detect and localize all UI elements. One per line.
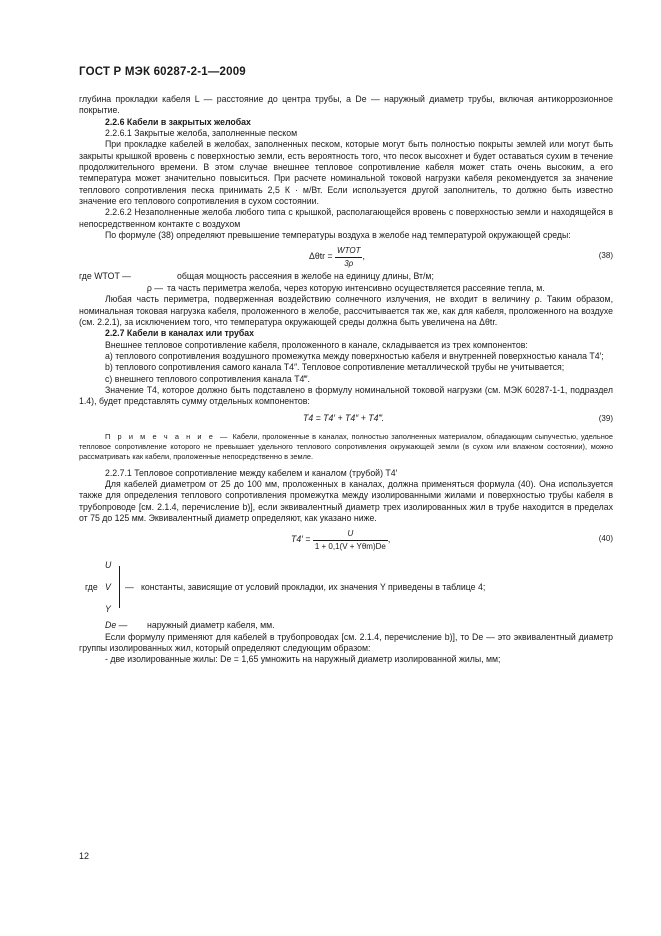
paragraph-t4: Значение T4, которое должно быть подставлено в формулу номинальной токовой нагрузки (см. МЭК 60287-1-1, подраздел 1.4), будет представлять сумму отдельных компонентов: [79, 384, 613, 407]
const-where: где [85, 582, 98, 593]
paragraph-2-2-7: Внешнее тепловое сопротивление кабеля, проложенного в канале, складывается из трех компонентов: [105, 339, 528, 350]
note-label: П р и м е ч а н и е — [105, 431, 230, 441]
paragraph-perimeter: Любая часть периметра, подверженная воздействию солнечного излучения, не входит в величину ρ. Таким образом, номинальная токовая нагрузка кабеля, проложенного в желобе, рассчитывается так же, как для кабеля, проложенного на воздухе (см. 2.2.1), за исключением того, что температура окружающей среды должна быть увеличена на Δθtr. [79, 294, 613, 327]
equation-38 [79, 243, 613, 269]
equation-40-tail: , [387, 534, 391, 545]
equation-39-label: (39) [598, 413, 613, 423]
equation-40-numerator: U [313, 528, 388, 540]
where-item-wtot [79, 271, 613, 282]
const-text: константы, зависящие от условий прокладки, их значения Y приведены в таблице 4; [141, 582, 486, 593]
where-text-de: наружный диаметр кабеля, мм. [147, 620, 275, 631]
const-u: U [105, 560, 112, 571]
equation-40-denominator: 1 + 0,1(V + Yθm)De [314, 541, 386, 551]
where-symbol-de: De — [105, 620, 128, 631]
where-item-de [79, 620, 613, 631]
equation-38-label: (38) [598, 251, 613, 261]
note [79, 432, 613, 462]
equation-38-lhs: Δθtr = [309, 251, 333, 262]
list-item-b: b) теплового сопротивления самого канала T4″. Тепловое сопротивление металлической трубы не учитывается; [105, 362, 565, 373]
heading-2-2-6: 2.2.6 Кабели в закрытых желобах [105, 116, 251, 127]
equation-40 [79, 526, 613, 556]
where-text-rho: та часть периметра желоба, через которую интенсивно осуществляется рассеяние тепла, м. [167, 282, 545, 293]
heading-2-2-6-1: 2.2.6.1 Закрытые желоба, заполненные песком [105, 128, 298, 139]
where-text-wtot: общая мощность рассеяния в желобе на единицу длины, Вт/м; [177, 271, 434, 282]
note-text: Кабели, проложенные в каналах, полностью заполненных материалом, обладающим сыпучестью, удельное тепловое сопротивление которого не превышает удельного теплового сопротивления окружающей земли (в сухом или влажном состоянии), можно рассматривать как кабели, проложенные непосредственно в земле. [79, 431, 613, 461]
equation-39 [79, 410, 613, 430]
equation-40-lhs: T4′ = [291, 534, 311, 545]
heading-2-2-6-2: 2.2.6.2 Незаполненные желоба любого типа с крышкой, располагающейся вровень с поверхностью земли и находящейся в непосредственном контакте с воздухом [79, 207, 613, 229]
equation-40-label: (40) [598, 534, 613, 544]
equation-38-numerator: WTOT [335, 245, 362, 257]
constants-block [79, 560, 613, 616]
const-y: Y [105, 604, 111, 615]
equation-39-expression: T4 = T4′ + T4″ + T4‴. [303, 412, 385, 423]
where-symbol-rho: ρ — [146, 282, 163, 293]
paragraph-sand-troughs: При прокладке кабелей в желобах, заполненных песком, которые могут быть полностью покрыты землей или могут быть закрыты крышкой вровень с поверхностью земли, есть вероятность того, что песок высохнет и будет оставаться сухим в течение продолжительного времени. В этом случае внешнее тепловое сопротивление кабеля может стать очень высоким, а его температура может значительно повыситься. При расчете номинальной токовой нагрузки кабеля рекомендуется за значение теплового сопротивления песка принимать 2,5 К · м/Вт. Если используется другой заполнитель, то должно быть известно значение его теплового сопротивления в сухом состоянии. [79, 139, 613, 207]
list-item-two-cores: - две изолированные жилы: De = 1,65 умножить на наружный диаметр изолированной жилы, мм; [105, 654, 501, 665]
equation-38-denominator: 3ρ [344, 258, 354, 268]
constants-brace [115, 566, 120, 608]
document-header: ГОСТ Р МЭК 60287-2-1—2009 [79, 66, 246, 78]
list-item-a: a) теплового сопротивления воздушного промежутка между поверхностью кабеля и внутренней поверхностью канала T4′; [105, 350, 604, 361]
heading-2-2-7-1: 2.2.7.1 Тепловое сопротивление между кабелем и каналом (трубой) T4′ [105, 467, 398, 478]
equation-38-tail: , [362, 251, 365, 262]
paragraph-2-2-7-1: Для кабелей диаметром от 25 до 100 мм, проложенных в каналах, должна применяться формула (40). Она используется также для определения теплового сопротивления промежутка между изолированными жилами и поверхностью трубы кабеля в трубопроводе [см. 2.1.4, перечисление b)], если эквивалентный диаметр трех изолированных жил в трубе находится в пределах от 75 до 125 мм. Эквивалентный диаметр определяют, как указано ниже. [79, 478, 613, 523]
paragraph-intro: глубина прокладки кабеля L — расстояние до центра трубы, а De — наружный диаметр трубы, включая антикоррозионное покрытие. [79, 94, 613, 116]
const-dash: — [125, 582, 134, 593]
const-v: V [105, 582, 111, 593]
page-number: 12 [79, 851, 90, 861]
paragraph-formula-38-intro: По формуле (38) определяют превышение температуры воздуха в желобе над температурой окружающей среды: [105, 230, 571, 241]
where-symbol-wtot: где WTOT — [79, 271, 131, 282]
list-item-c: c) внешнего теплового сопротивления канала T4‴. [105, 373, 310, 384]
heading-2-2-7: 2.2.7 Кабели в каналах или трубах [105, 328, 255, 339]
paragraph-pipe: Если формулу применяют для кабелей в трубопроводах [см. 2.1.4, перечисление b)], то De — это эквивалентный диаметр группы изолированных жил, который определяют следующим образом: [79, 631, 613, 653]
where-item-rho [79, 283, 613, 294]
document-body [79, 94, 613, 666]
